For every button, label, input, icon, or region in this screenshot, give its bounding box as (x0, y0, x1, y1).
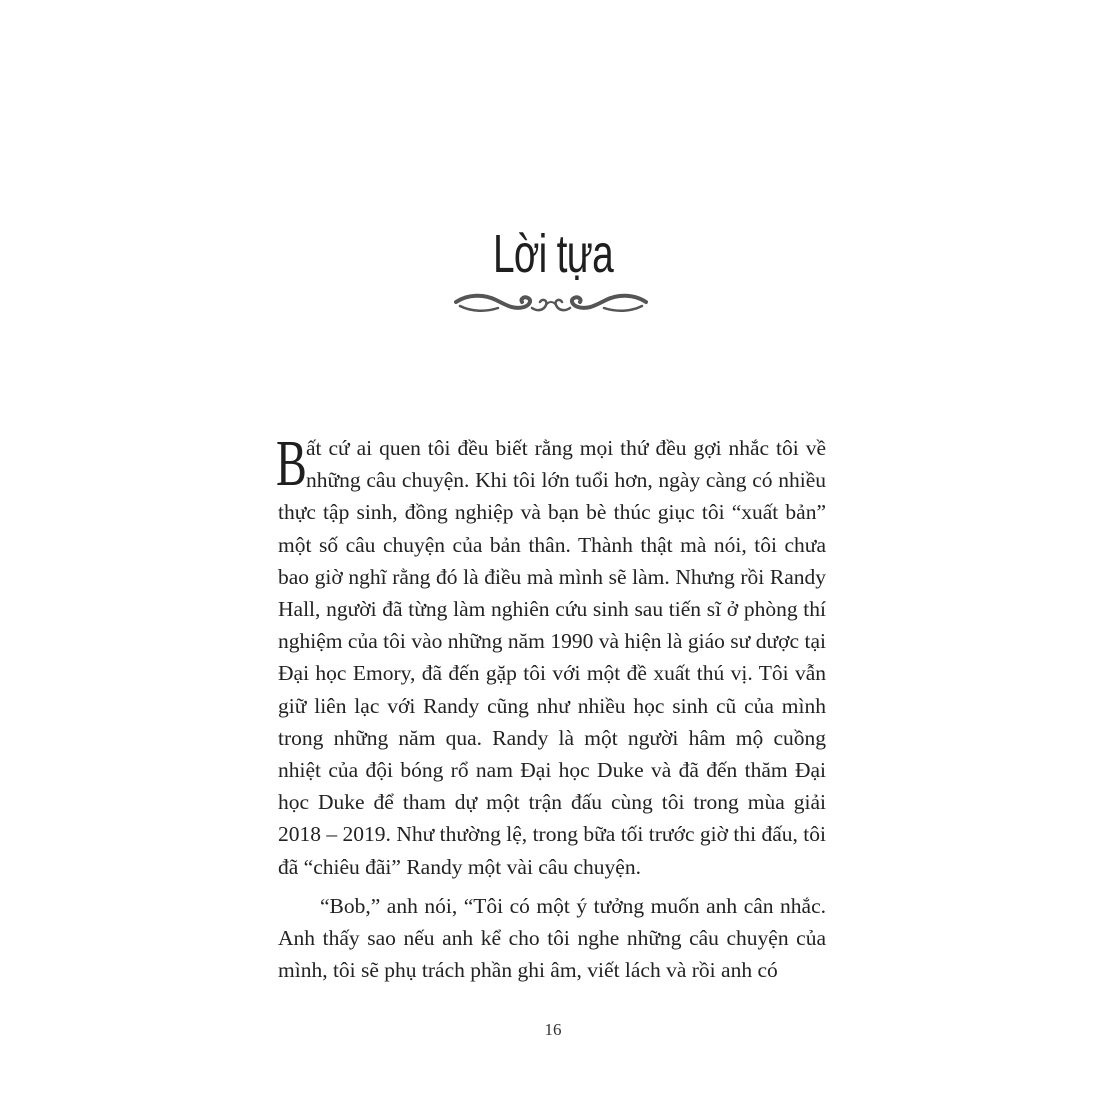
drop-cap: B (276, 427, 307, 500)
body-text (276, 427, 826, 986)
page-number: 16 (544, 1020, 562, 1039)
paragraph-1-text: ất cứ ai quen tôi đều biết rằng mọi thứ đều gợi nhắc tôi về những câu chuyện. Khi tôi lớn tuổi hơn, ngày càng có nhiều thực tập sinh, đồng nghiệp và bạn bè thúc giục tôi “xuất bản” một số câu chuyện của bản thân. Thành thật mà nói, tôi chưa bao giờ nghĩ rằng đó là điều mà mình sẽ làm. Nhưng rồi Randy Hall, người đã từng làm nghiên cứu sinh sau tiến sĩ ở phòng thí nghiệm của tôi vào những năm 1990 và hiện là giáo sư dược tại Đại học Emory, đã đến gặp tôi với một đề xuất thú vị. Tôi vẫn giữ liên lạc với Randy cũng như nhiều học sinh cũ của mình trong những năm qua. Randy là một người hâm mộ cuồng nhiệt của đội bóng rổ nam Đại học Duke và đã đến thăm Đại học Duke để tham dự một trận đấu cùng tôi trong mùa giải 2018 – 2019. Như thường lệ, trong bữa tối trước giờ thi đấu, tôi đã “chiêu đãi” Randy một vài câu chuyện. (278, 436, 826, 879)
page-title: Lời tựa (493, 224, 613, 284)
paragraph-2: “Bob,” anh nói, “Tôi có một ý tưởng muốn anh cân nhắc. Anh thấy sao nếu anh kể cho tôi nghe những câu chuyện của mình, tôi sẽ phụ trách phần ghi âm, viết lách và rồi anh có (278, 893, 826, 983)
flourish-divider-icon (454, 288, 648, 322)
paragraph-1 (276, 427, 826, 883)
